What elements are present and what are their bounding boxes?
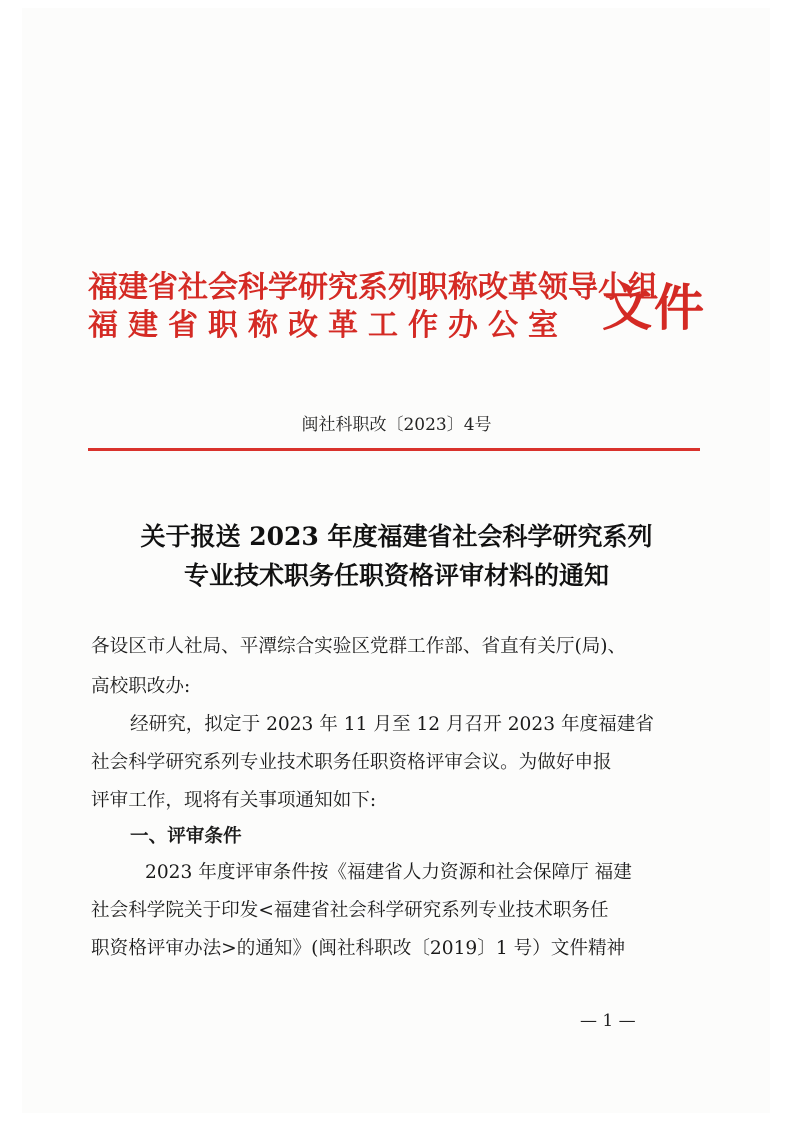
- paragraph-2-line-2: 社会科学院关于印发<福建省社会科学研究系列专业技术职务任: [91, 900, 609, 921]
- recipients-line-2: 高校职改办:: [91, 676, 191, 697]
- title-line-2: 专业技术职务任职资格评审材料的通知: [183, 561, 609, 590]
- document-word: 文件: [602, 279, 706, 337]
- section-1-heading: 一、评审条件: [130, 826, 242, 847]
- issuer-line-1: 福建省社会科学研究系列职称改革领导小组: [88, 270, 658, 305]
- recipients-line-1: 各设区市人社局、平潭综合实验区党群工作部、省直有关厅(局)、: [91, 636, 627, 657]
- title-line-1: 关于报送 2023 年度福建省社会科学研究系列: [140, 522, 653, 551]
- page-number: — 1 —: [580, 1011, 636, 1031]
- red-divider: [88, 448, 700, 451]
- issuer-line-2: 福建省职称改革工作办公室: [88, 308, 568, 343]
- paragraph-1-line-2: 社会科学研究系列专业技术职务任职资格评审会议。为做好申报: [91, 752, 612, 773]
- paragraph-2-line-1: 2023 年度评审条件按《福建省人力资源和社会保障厅 福建: [145, 862, 632, 883]
- paragraph-2-line-3: 职资格评审办法>的通知》(闽社科职改〔2019〕1 号）文件精神: [91, 938, 626, 959]
- paragraph-1-line-1: 经研究，拟定于 2023 年 11 月至 12 月召开 2023 年度福建省: [130, 714, 654, 735]
- document-number: 闽社科职改〔2023〕4号: [301, 415, 492, 435]
- paragraph-1-line-3: 评审工作，现将有关事项通知如下:: [91, 790, 377, 811]
